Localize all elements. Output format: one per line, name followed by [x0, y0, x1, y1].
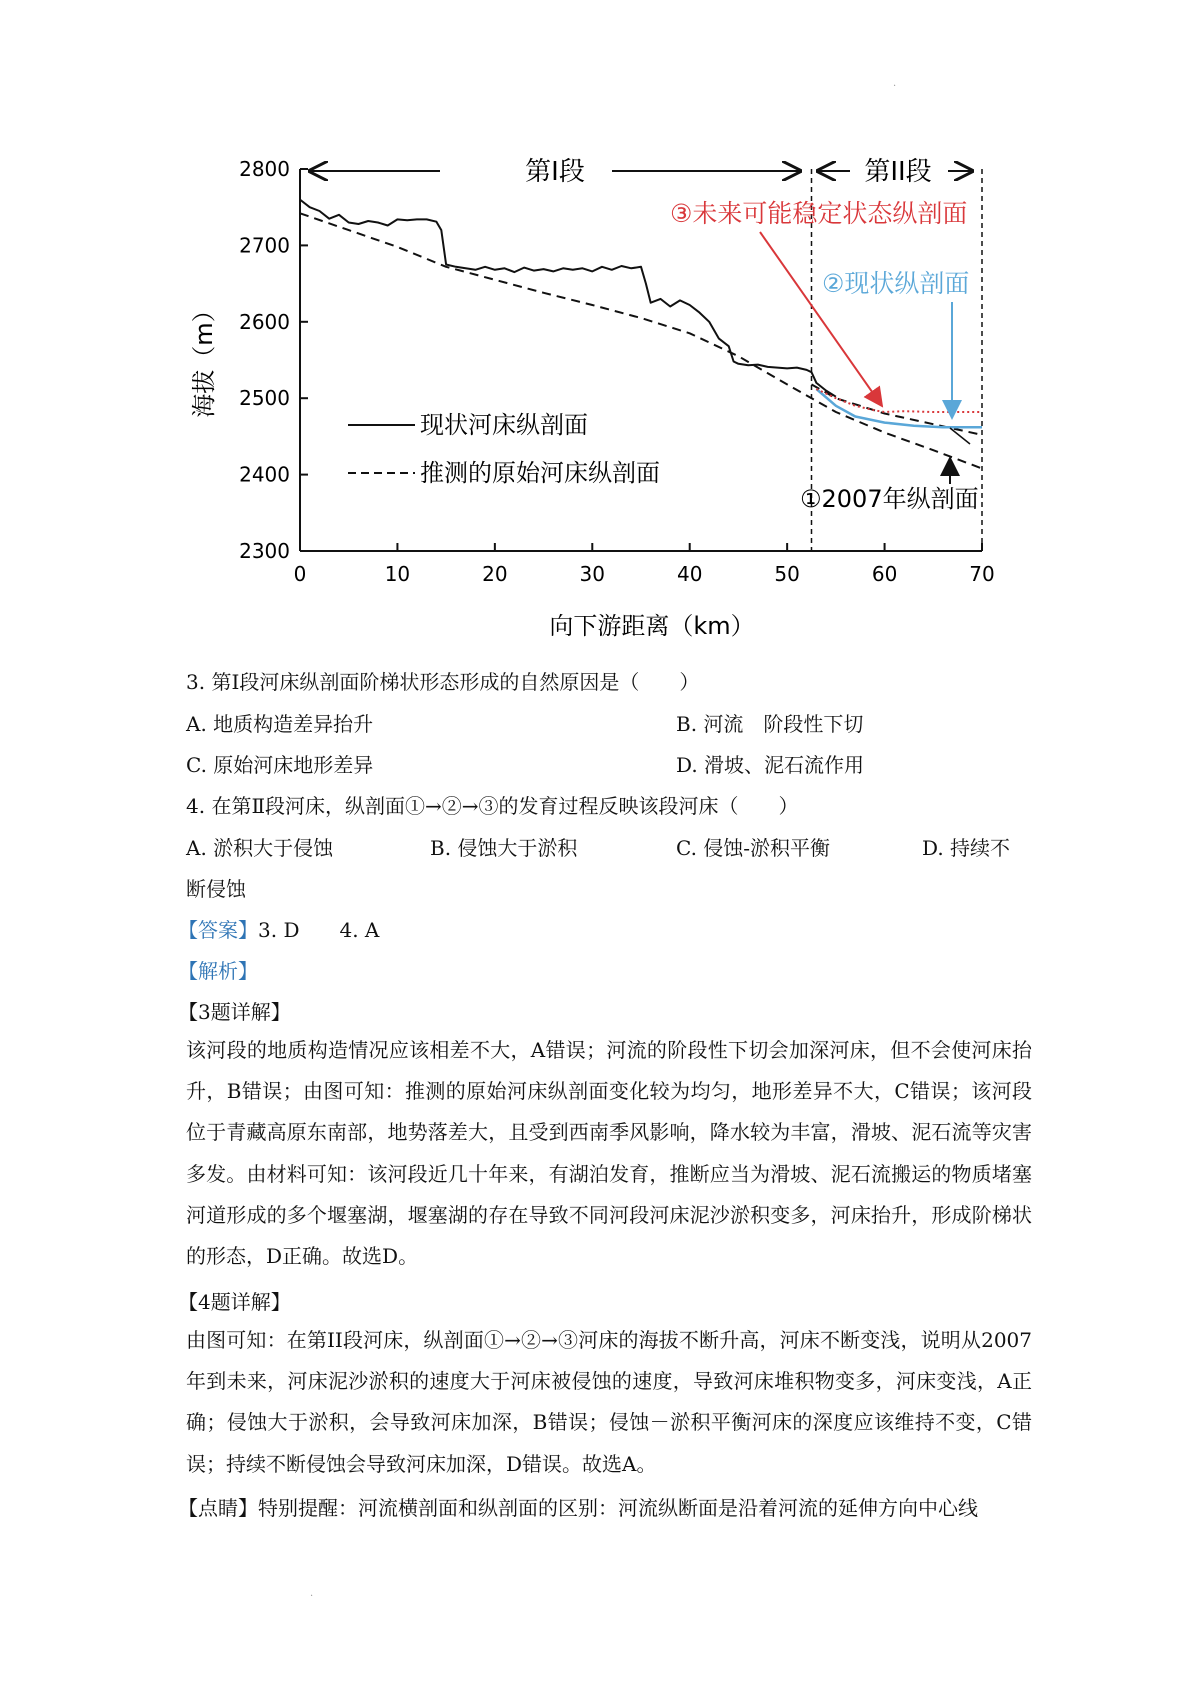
profile-2007-label: ①2007年纵剖面 [800, 485, 979, 513]
q3-option-d: D. 滑坡、泥石流作用 [676, 753, 865, 777]
y-tick-label: 2300 [239, 539, 290, 563]
question-4-stem: 4. 在第Ⅱ段河床，纵剖面①→②→③的发育过程反映该段河床（ ） [186, 794, 799, 818]
detail-4-text: 由图可知：在第II段河床，纵剖面①→②→③河床的海拔不断升高，河床不断变浅，说明从2007年到未来，河床泥沙淤积的速度大于河床被侵蚀的速度，导致河床堆积物变多，河床变浅，A正确；侵蚀大于淤积，会导致河床加深，B错误；侵蚀－淤积平衡河床的深度应该维持不变，C错误；持续不断侵蚀会导致河床加深，D错误。故选A。 [186, 1328, 1032, 1476]
q4-option-b: B. 侵蚀大于淤积 [430, 836, 578, 860]
answer-tag: 【答案】 [178, 918, 258, 942]
q4-option-c: C. 侵蚀-淤积平衡 [676, 836, 831, 860]
present-profile-label: ②现状纵剖面 [822, 269, 970, 298]
top-dot: . [893, 78, 897, 89]
bottom-dot: . [310, 1588, 314, 1599]
future-profile-arrow [760, 232, 882, 406]
detail-3-heading: 【3题详解】 [178, 1000, 291, 1024]
legend-original-label: 推测的原始河床纵剖面 [420, 459, 660, 487]
future-profile-label: ③未来可能稳定状态纵剖面 [670, 199, 968, 228]
y-tick-label: 2500 [239, 386, 290, 411]
chart-svg [0, 0, 1200, 660]
x-tick-label: 50 [774, 562, 800, 586]
q4-option-a: A. 淤积大于侵蚀 [186, 836, 334, 860]
detail-3-text: 该河段的地质构造情况应该相差不大，A错误；河流的阶段性下切会加深河床，但不会使河床抬升，B错误；由图可知：推测的原始河床纵剖面变化较为均匀，地形差异不大，C错误；该河段位于青藏高原东南部，地势落差大，且受到西南季风影响，降水较为丰富，滑坡、泥石流等灾害多发。由材料可知：该河段近几十年来，有湖泊发育，推断应当为滑坡、泥石流搬运的物质堵塞河道形成的多个堰塞湖，堰塞湖的存在导致不同河段河床泥沙淤积变多，河床抬升，形成阶梯状的形态，D正确。故选D。 [186, 1038, 1032, 1269]
y-tick-label: 2800 [239, 157, 290, 181]
x-tick-label: 10 [384, 562, 411, 586]
series-original-riverbed [300, 213, 982, 468]
tip-line [178, 1496, 978, 1520]
q3-option-c: C. 原始河床地形差异 [186, 753, 374, 777]
y-tick-label: 2400 [239, 462, 290, 487]
chart-series [300, 200, 982, 469]
x-tick-label: 60 [871, 562, 898, 586]
y-tick-label: 2700 [239, 233, 290, 258]
series-present-profile [816, 389, 982, 427]
x-tick-label: 0 [293, 562, 307, 586]
x-tick-label: 70 [969, 562, 995, 586]
answer-text: 3. D 4. A [258, 918, 380, 942]
y-axis-label: 海拔（m） [190, 298, 218, 418]
tip-tag: 【点睛】 [178, 1496, 258, 1520]
q3-option-b: B. 河流 阶段性下切 [676, 712, 864, 736]
q4-option-d: D. 持续不 [922, 836, 1011, 860]
x-tick-label: 40 [676, 562, 703, 586]
detail-4-heading: 【4题详解】 [178, 1290, 291, 1314]
section1-label: 第I段 [525, 157, 585, 187]
x-axis-label: 向下游距离（km） [549, 612, 755, 640]
x-tick-label: 20 [482, 562, 508, 586]
q3-option-a: A. 地质构造差异抬升 [186, 712, 374, 736]
section2-label: 第II段 [864, 157, 932, 187]
legend-current-label: 现状河床纵剖面 [420, 411, 588, 439]
answer-line [178, 918, 379, 942]
tip-text: 特别提醒：河流横剖面和纵剖面的区别：河流纵断面是沿着河流的延伸方向中心线 [258, 1496, 978, 1520]
elevation-profile-chart [0, 0, 1200, 660]
y-tick-label: 2600 [239, 309, 290, 334]
question-3-stem: 3. 第Ⅰ段河床纵剖面阶梯状形态形成的自然原因是（ ） [186, 670, 700, 694]
analysis-tag: 【解析】 [178, 959, 258, 983]
x-tick-label: 30 [579, 562, 606, 586]
q4-option-d-continued: 断侵蚀 [186, 877, 246, 901]
